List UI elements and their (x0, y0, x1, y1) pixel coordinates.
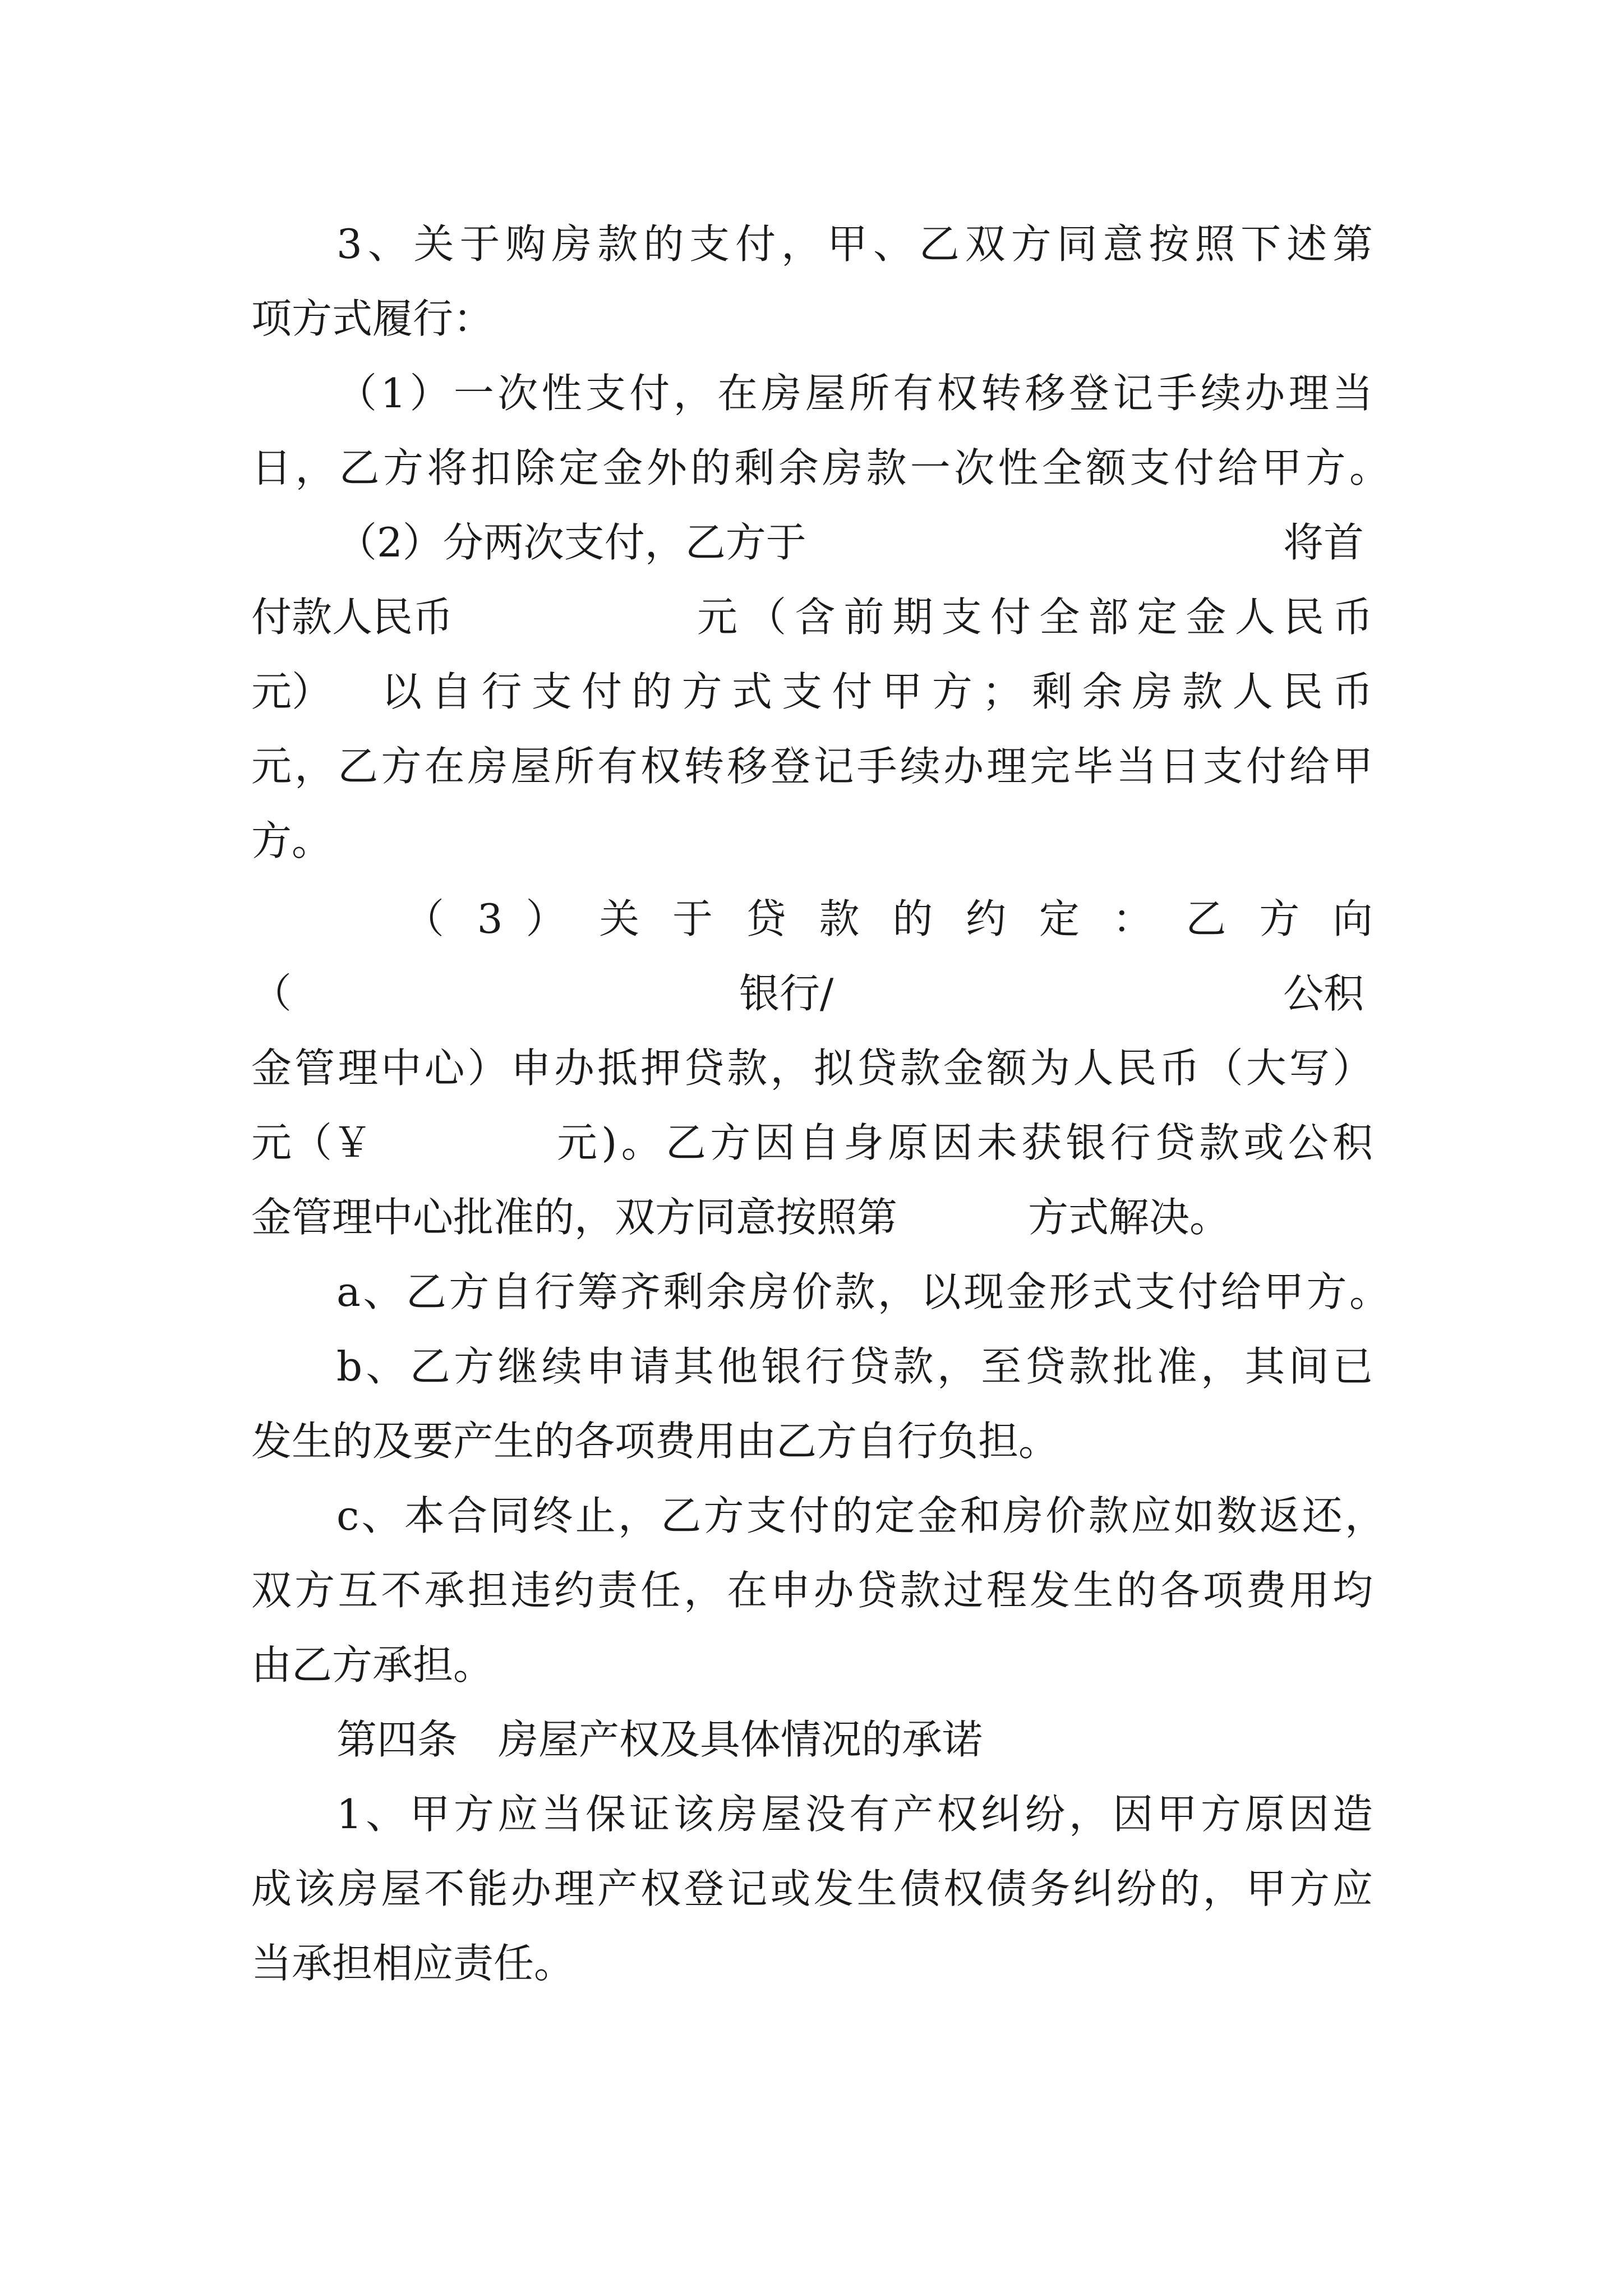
text-line (251, 1626, 1373, 1704)
text-line (251, 279, 1373, 358)
loan-failure-resolution-tail: 方式解决。 (1028, 1194, 1230, 1241)
resolution-option-b-cont: 发生的及要产生的各项费用由乙方自行负担。 (251, 1418, 1059, 1465)
text-line (251, 1775, 1373, 1853)
option-one-time-payment: （1）一次性支付，在房屋所有权转移登记手续办理当 (336, 370, 1373, 417)
text-line (251, 652, 1373, 731)
resolution-option-c-end: 由乙方承担。 (251, 1641, 494, 1688)
remaining-payment-text: 元，乙方在房屋所有权转移登记手续办理完毕当日支付给甲 (251, 743, 1373, 790)
article-four-clause-one-end: 当承担相应责任。 (251, 1940, 575, 1987)
loan-failure-resolution: 金管理中心批准的，双方同意按照第 (251, 1194, 898, 1241)
mortgage-application-text: 金管理中心）申办抵押贷款，拟贷款金额为人民币（大写） (251, 1045, 1373, 1092)
text-line (251, 1849, 1373, 1928)
option-two-installments: （2）分两次支付，乙方于 (336, 519, 806, 566)
paragraph-payment-method: 3、关于购房款的支付，甲、乙双方同意按照下述第 (336, 220, 1373, 268)
option-loan-agreement: （ 3 ） 关 于 贷 款 的 约 定 ： 乙 方 向 (404, 895, 1373, 942)
loan-bank-label: 银行/ (739, 970, 834, 1017)
text-line (251, 1103, 1373, 1182)
self-payment-text: 以自行支付的方式支付甲方；剩余房款人民币 (381, 668, 1373, 715)
down-payment-label: 付款人民币 (251, 593, 454, 641)
text-line (251, 1029, 1373, 1107)
article-four-heading: 第四条 房屋产权及具体情况的承诺 (336, 1716, 983, 1763)
text-line (251, 1178, 1373, 1257)
remaining-payment-text-end: 方。 (251, 817, 333, 864)
paragraph-payment-method-cont: 项方式履行： (251, 295, 494, 342)
loan-open-paren: （ (251, 970, 292, 1017)
text-line (251, 1924, 1373, 2003)
loan-fund-label: 公积 (1283, 970, 1364, 1017)
text-line (251, 354, 1373, 432)
text-line (251, 727, 1373, 806)
text-line (251, 802, 1373, 880)
text-line (251, 880, 1373, 958)
resolution-option-c: c、本合同终止，乙方支付的定金和房价款应如数返还， (336, 1492, 1385, 1539)
text-line (251, 503, 1373, 582)
text-line (251, 954, 1373, 1033)
text-line (251, 429, 1390, 507)
option-two-installments-tail: 将首 (1283, 519, 1364, 566)
option-one-time-payment-cont: 日，乙方将扣除定金外的剩余房款一次性全额支付给甲方。 (251, 444, 1390, 491)
article-four-clause-one-cont: 成该房屋不能办理产权登记或发生债权债务纠纷的，甲方应 (251, 1865, 1373, 1912)
deposit-included-label: 元（含前期支付全部定金人民币 (697, 593, 1373, 641)
text-line (251, 1476, 1385, 1555)
deposit-unit: 元） (251, 668, 333, 715)
text-line (251, 1402, 1373, 1480)
loan-failure-text: 元)。乙方因自身原因未获银行贷款或公积 (557, 1119, 1373, 1166)
text-line (251, 1327, 1373, 1406)
text-line (251, 1700, 1373, 1779)
loan-amount-symbol: 元（￥ (251, 1119, 373, 1166)
text-line (251, 1253, 1390, 1331)
resolution-option-b: b、乙方继续申请其他银行贷款，至贷款批准，其间已 (336, 1343, 1373, 1390)
article-four-clause-one: 1、甲方应当保证该房屋没有产权纠纷，因甲方原因造 (336, 1791, 1373, 1838)
text-line (251, 578, 1373, 656)
text-line (251, 1551, 1373, 1630)
resolution-option-a: a、乙方自行筹齐剩余房价款，以现金形式支付给甲方。 (336, 1268, 1390, 1315)
resolution-option-c-cont: 双方互不承担违约责任，在申办贷款过程发生的各项费用均 (251, 1567, 1373, 1614)
text-line (251, 205, 1373, 283)
